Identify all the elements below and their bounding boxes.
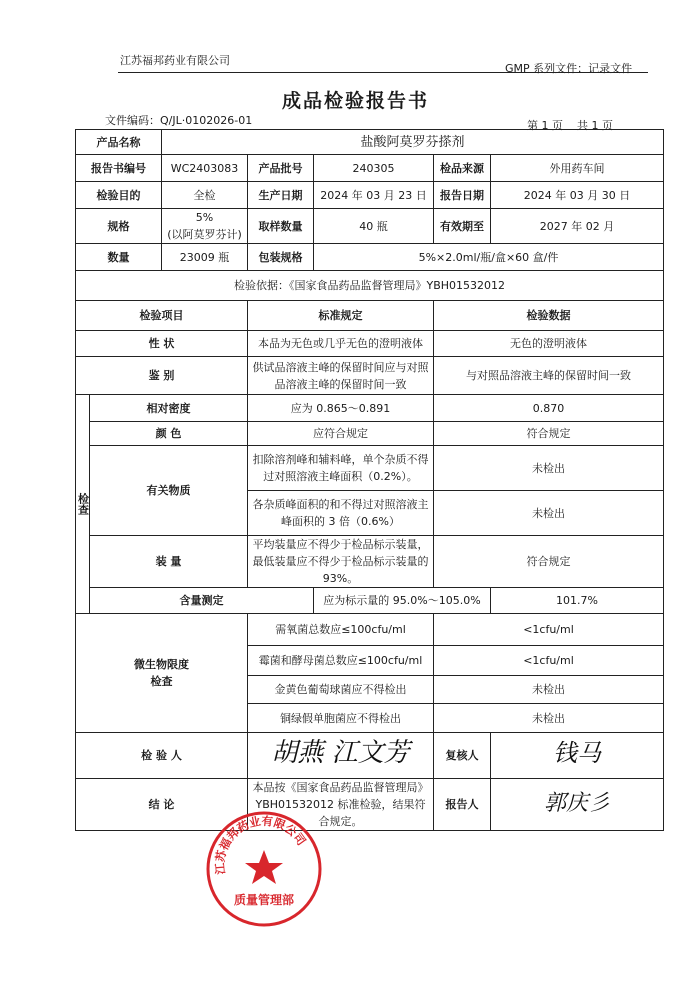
report-no-label: 报告书编号 (76, 155, 162, 182)
doc-number (105, 112, 252, 128)
seal-star-icon (245, 850, 283, 884)
doc-number-value: Q/JL·0102026-01 (160, 114, 253, 127)
char-res: 无色的澄明液体 (434, 331, 664, 357)
fill-std: 平均装量应不得少于检品标示装量，最低装量应不得少于检品标示装量的 93%。 (248, 536, 434, 588)
micro-std2: 霉菌和酵母菌总数应≤100cfu/ml (248, 646, 434, 676)
gmp-label: GMP 系列文件：记录文件 (505, 62, 633, 75)
batch-no: 240305 (314, 155, 434, 182)
related-label: 有关物质 (90, 446, 248, 536)
micro-res3: 未检出 (434, 676, 664, 704)
char-std: 本品为无色或几乎无色的澄明液体 (248, 331, 434, 357)
expiry: 2027 年 02 月 (491, 209, 664, 244)
spec-label: 规格 (76, 209, 162, 244)
conclusion-label: 结 论 (76, 779, 248, 831)
micro-label-line2: 检查 (150, 675, 173, 688)
spec (162, 209, 248, 244)
inspector-signature (248, 733, 434, 779)
inspector-label: 检 验 人 (76, 733, 248, 779)
quality-seal (205, 810, 323, 928)
color-res: 符合规定 (434, 422, 664, 446)
report-date-label: 报告日期 (434, 182, 491, 209)
page-info: 第 1 页 共 1 页 (527, 119, 613, 132)
purpose-label: 检验目的 (76, 182, 162, 209)
company-name: 江苏福邦药业有限公司 (120, 54, 230, 67)
assay-std: 应为标示量的 95.0%～105.0% (314, 588, 491, 614)
check-label: 检查 (76, 395, 90, 614)
prod-date-label: 生产日期 (248, 182, 314, 209)
product-name: 盐酸阿莫罗芬搽剂 (162, 130, 664, 155)
micro-label (76, 614, 248, 733)
related-std1: 扣除溶剂峰和辅料峰，单个杂质不得过对照溶液主峰面积（0.2%）。 (248, 446, 434, 491)
report-no: WC2403083 (162, 155, 248, 182)
report-table (75, 129, 664, 831)
ident-std: 供试品溶液主峰的保留时间应与对照品溶液主峰的保留时间一致 (248, 357, 434, 395)
col-result: 检验数据 (434, 301, 664, 331)
reviewer-signature (491, 733, 664, 779)
seal-graphic (205, 810, 323, 928)
sample-qty: 40 瓶 (314, 209, 434, 244)
density-res: 0.870 (434, 395, 664, 422)
page-title: 成品检验报告书 (282, 90, 430, 112)
reporter-label: 报告人 (434, 779, 491, 831)
batch-label: 产品批号 (248, 155, 314, 182)
conclusion: 本品按《国家食品药品监督管理局》YBH01532012 标准检验，结果符合规定。 (248, 779, 434, 831)
purpose: 全检 (162, 182, 248, 209)
reviewer-label: 复核人 (434, 733, 491, 779)
micro-std4: 铜绿假单胞菌应不得检出 (248, 704, 434, 733)
source: 外用药车间 (491, 155, 664, 182)
doc-number-label: 文件编码： (105, 114, 160, 127)
related-res2: 未检出 (434, 491, 664, 536)
reporter-sig-text: 郭庆彡 (543, 790, 610, 816)
spec-line1: 5% (195, 211, 214, 224)
micro-std1: 需氧菌总数应≤100cfu/ml (248, 614, 434, 646)
fill-label: 装 量 (90, 536, 248, 588)
reporter-signature (491, 779, 664, 831)
seal-dept: 质量管理部 (233, 893, 295, 907)
assay-res: 101.7% (491, 588, 664, 614)
product-name-label: 产品名称 (76, 130, 162, 155)
color-std: 应符合规定 (248, 422, 434, 446)
char-label: 性 状 (76, 331, 248, 357)
prod-date: 2024 年 03 月 23 日 (314, 182, 434, 209)
assay-label: 含量测定 (90, 588, 314, 614)
micro-std3: 金黄色葡萄球菌应不得检出 (248, 676, 434, 704)
density-label: 相对密度 (90, 395, 248, 422)
related-std2: 各杂质峰面积的和不得过对照溶液主峰面积的 3 倍（0.6%） (248, 491, 434, 536)
density-std: 应为 0.865～0.891 (248, 395, 434, 422)
col-standard: 标准规定 (248, 301, 434, 331)
micro-res1: <1cfu/ml (434, 614, 664, 646)
inspector-sig-text: 胡燕 江文芳 (271, 738, 410, 768)
qty-label: 数量 (76, 244, 162, 271)
sample-qty-label: 取样数量 (248, 209, 314, 244)
color-label: 颜 色 (90, 422, 248, 446)
pack: 5%×2.0ml/瓶/盒×60 盒/件 (314, 244, 664, 271)
col-item: 检验项目 (76, 301, 248, 331)
fill-res: 符合规定 (434, 536, 664, 588)
ident-res: 与对照品溶液主峰的保留时间一致 (434, 357, 664, 395)
basis: 检验依据：《国家食品药品监督管理局》YBH01532012 (76, 271, 664, 301)
micro-res2: <1cfu/ml (434, 646, 664, 676)
qty: 23009 瓶 (162, 244, 248, 271)
pack-label: 包装规格 (248, 244, 314, 271)
source-label: 检品来源 (434, 155, 491, 182)
spec-line2: (以阿莫罗芬计) (167, 228, 242, 241)
micro-label-line1: 微生物限度 (134, 658, 189, 671)
report-date: 2024 年 03 月 30 日 (491, 182, 664, 209)
header-rule (118, 72, 648, 73)
micro-res4: 未检出 (434, 704, 664, 733)
reviewer-sig-text: 钱马 (553, 739, 601, 767)
related-res1: 未检出 (434, 446, 664, 491)
ident-label: 鉴 别 (76, 357, 248, 395)
expiry-label: 有效期至 (434, 209, 491, 244)
seal-arc-path: 江苏福邦药业有限公司 (212, 813, 309, 876)
